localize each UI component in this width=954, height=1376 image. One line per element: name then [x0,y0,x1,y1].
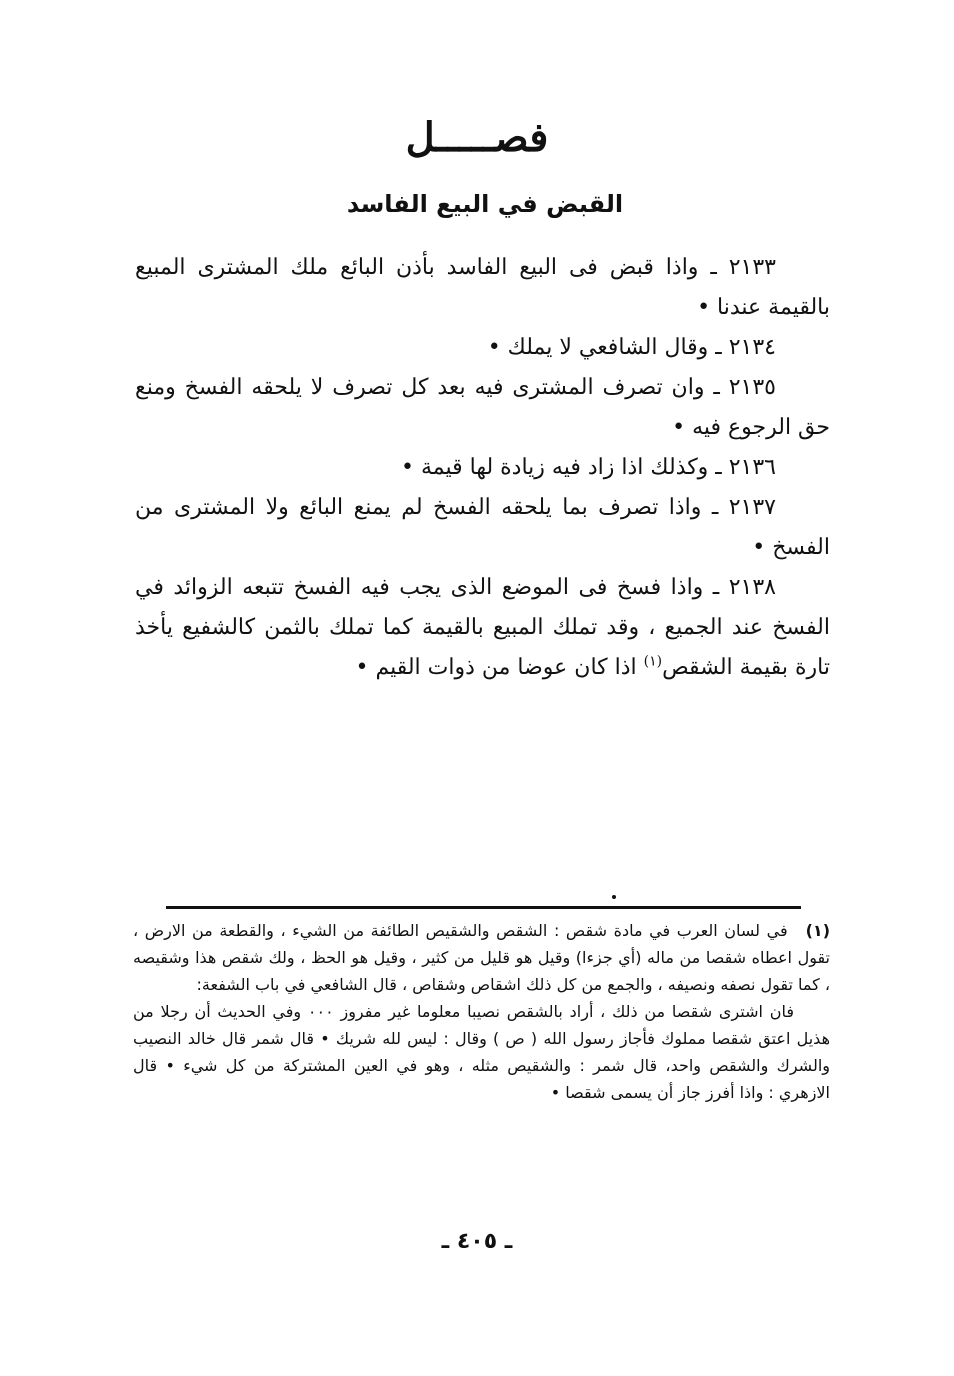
footnote-separator-dot [612,895,616,899]
footnote-reference: (١) [643,653,663,670]
footnote-number: (١) [805,921,830,940]
paragraph-2138-text-after: اذا كان عوضا من ذوات القيم • [355,655,644,680]
paragraph-2138-text: ٢١٣٨ ـ واذا فسخ فى الموضع الذى يجب فيه الفسخ تتبعه الزوائد في الفسخ عند الجميع ، وقد تملك المبيع بالقيمة كما تملك بالثمن كالشفيع يأخذ تارة بقيمة الشقص [135,575,830,680]
footnote-1-line-2: فان اشترى شقصا من ذلك ، أراد بالشقص نصيبا معلوما غير مفروز ٠٠٠ وفي الحديث أن رجلا من هذيل اعتق شقصا مملوك فأجاز رسول الله ( ص ) وقال : ليس لله شريك • قال شمر قال خالد النصيب والشرك والشقص واحد، قال شمر : والشقيص مثله ، وهو في العين المشتركة من كل شيء • قال الازهري : واذا أفرز جاز أن يسمى شقصا • [133,1002,830,1102]
footnote-1-line-1 [133,917,830,998]
page-number: ـ ٤٠٥ ـ [441,1229,513,1254]
footnote-text-1: في لسان العرب في مادة شقص : الشقص والشقيص الطائفة من الشيء ، والقطعة من الارض ، تقول اعطاه شقصا من ماله (أي جزءا) وقيل هو قليل من كثير ، وقيل هو الحظ ، ولك شقص هذا وشقيصه ، كما تقول نصفه ونصيفه ، والجمع من كل ذلك اشقاص وشقاص ، قال الشافعي في باب الشفعة: [133,921,830,994]
section-title: القبض في البيع الفاسد [346,190,624,218]
footnotes [133,917,830,1106]
paragraph-2136: ٢١٣٦ ـ وكذلك اذا زاد فيه زيادة لها قيمة • [400,455,776,480]
paragraph-2135: ٢١٣٥ ـ وان تصرف المشترى فيه بعد كل تصرف لا يلحقه الفسخ ومنع حق الرجوع فيه • [135,375,830,440]
paragraph-2137: ٢١٣٧ ـ واذا تصرف بما يلحقه الفسخ لم يمنع البائع ولا المشترى من الفسخ • [135,495,830,560]
paragraph-2138 [135,568,830,688]
paragraph-2134: ٢١٣٤ ـ وقال الشافعي لا يملك • [487,335,776,360]
paragraph-2133: ٢١٣٣ ـ واذا قبض فى البيع الفاسد بأذن البائع ملك المشترى المبيع بالقيمة عندنا • [135,255,830,320]
chapter-title: فصـــــل [405,114,549,161]
body-text [135,248,830,688]
footnote-separator [166,906,801,909]
